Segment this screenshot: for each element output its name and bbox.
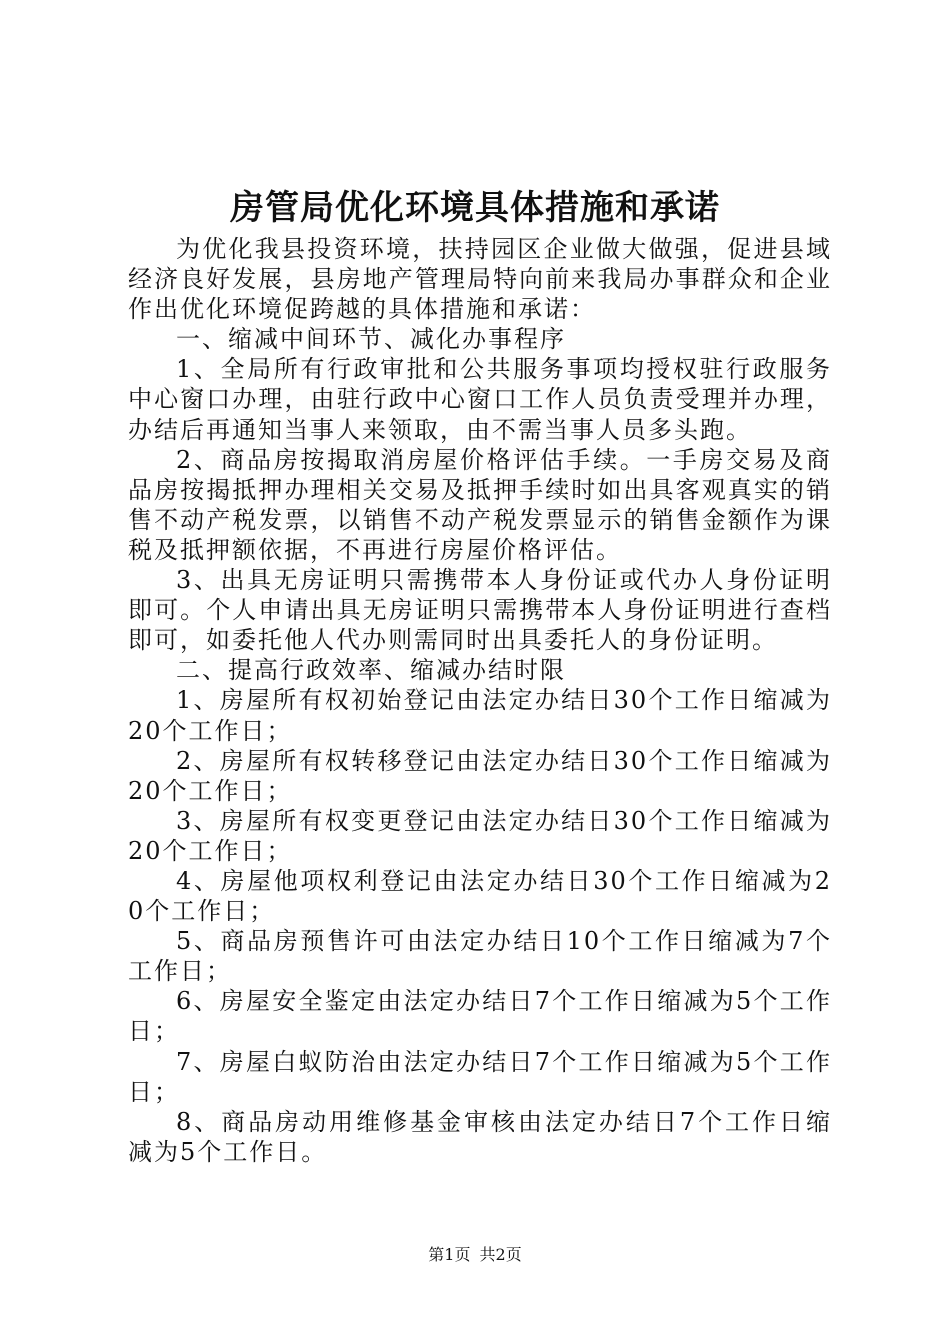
section2-item-6: 6、房屋安全鉴定由法定办结日7个工作日缩减为5个工作日； <box>128 987 832 1046</box>
section2-item-2: 2、房屋所有权转移登记由法定办结日30个工作日缩减为20个工作日； <box>128 746 832 805</box>
section2-item-4: 4、房屋他项权利登记由法定办结日30个工作日缩减为20个工作日； <box>128 866 832 926</box>
intro-paragraph: 为优化我县投资环境，扶持园区企业做大做强，促进县域经济良好发展，县房地产管理局特向前来我局办事群众和企业作出优化环境促跨越的具体措施和承诺： <box>128 235 832 324</box>
section-heading-1: 一、缩减中间环节、减化办事程序 <box>176 325 566 354</box>
section2-item-5: 5、商品房预售许可由法定办结日10个工作日缩减为7个工作日； <box>128 927 832 986</box>
document-title: 房管局优化环境具体措施和承诺 <box>230 188 720 228</box>
section1-item-2: 2、商品房按揭取消房屋价格评估手续。一手房交易及商品房按揭抵押办理相关交易及抵押手续时如出具客观真实的销售不动产税发票，以销售不动产税发票显示的销售金额作为课税及抵押额依据，不再进行房屋价格评估。 <box>128 445 832 564</box>
section1-item-3: 3、出具无房证明只需携带本人身份证或代办人身份证明即可。个人申请出具无房证明只需携带本人身份证明进行查档即可，如委托他人代办则需同时出具委托人的身份证明。 <box>128 566 832 655</box>
document-body <box>128 234 832 1167</box>
page-footer <box>0 1243 950 1267</box>
section1-item-1: 1、全局所有行政审批和公共服务事项均授权驻行政服务中心窗口办理，由驻行政中心窗口工作人员负责受理并办理，办结后再通知当事人来领取，由不需当事人员多头跑。 <box>128 355 832 444</box>
section2-item-3: 3、房屋所有权变更登记由法定办结日30个工作日缩减为20个工作日； <box>128 806 832 865</box>
page-number: 第1页 <box>428 1245 471 1264</box>
section2-item-8: 8、商品房动用维修基金审核由法定办结日7个工作日缩减为5个工作日。 <box>128 1107 832 1166</box>
section-heading-2: 二、提高行政效率、缩减办结时限 <box>176 656 566 685</box>
page-total: 共2页 <box>479 1245 522 1264</box>
section2-item-1: 1、房屋所有权初始登记由法定办结日30个工作日缩减为20个工作日； <box>128 686 832 745</box>
section2-item-7: 7、房屋白蚁防治由法定办结日7个工作日缩减为5个工作日； <box>128 1047 832 1106</box>
